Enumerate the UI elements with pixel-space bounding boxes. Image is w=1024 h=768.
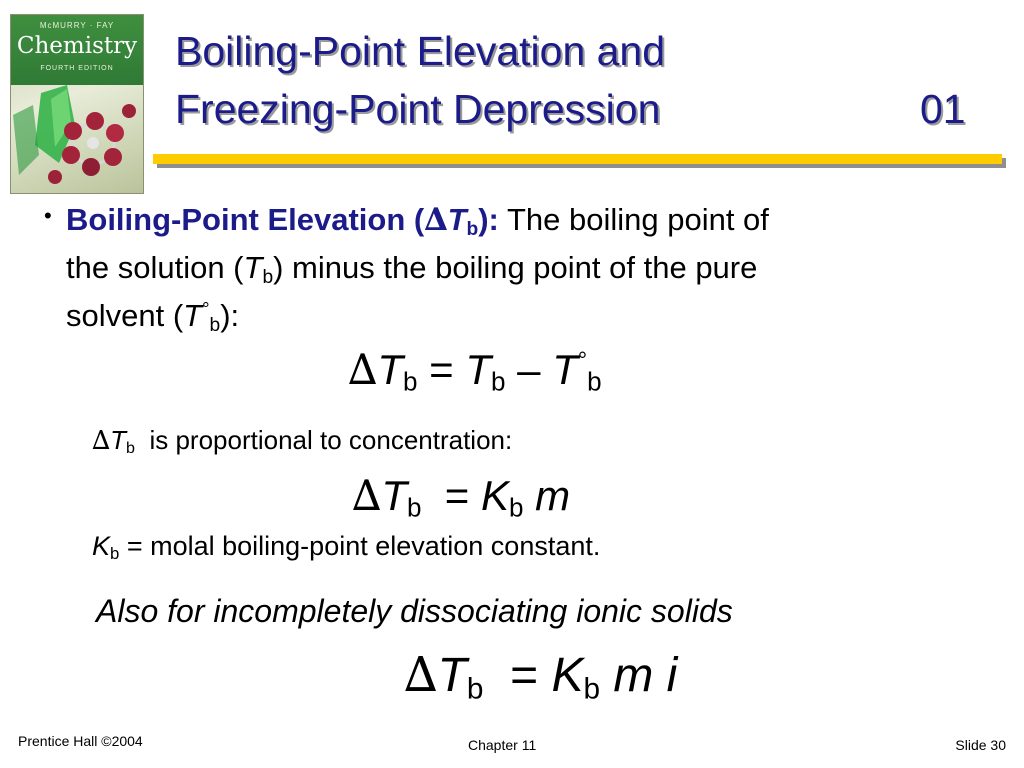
proportional-text: is proportional to concentration: [135,425,513,455]
definition-text-1: The boiling point of [498,202,769,237]
degree-symbol: ° [202,297,210,319]
bullet-marker: • [44,203,52,228]
ionic-solids-note: Also for incompletely dissociating ionic solids [96,593,733,629]
definition-line-1 [66,196,769,244]
variable-T: T [381,472,407,519]
subscript-b: b [509,492,524,523]
delta-symbol: ∆ [92,426,111,456]
subscript-b: b [402,366,418,397]
subscript-b: b [209,314,221,336]
cover-title: Chemistry [16,33,138,59]
equation-delta-tb-kb-m [352,466,570,526]
cover-authors: McMURRY · FAY [39,21,115,30]
variable-T: T [110,425,127,455]
variable-T: T [465,346,491,393]
variable-K: K [551,649,584,702]
footer-chapter: Chapter 11 [468,737,537,753]
subscript-b: b [466,218,479,240]
subscript-b: b [110,544,120,564]
variable-T: T [447,202,467,237]
definition-text-3b: ): [220,298,240,333]
definition-line-3 [66,292,239,340]
title-rule [153,154,1002,164]
delta-symbol: ∆ [424,202,448,238]
subscript-b: b [491,366,506,397]
variable-T: T [552,346,578,393]
kb-definition-text: = molal boiling-point elevation constant. [119,531,601,561]
variable-T: T [183,298,203,333]
equation-delta-tb-definition [348,340,602,400]
subscript-b: b [583,672,600,706]
equals-sign: = [417,346,466,393]
molecule-crystal-illustration [11,85,143,193]
equation-delta-tb-kb-m-i [404,642,677,709]
definition-heading-text: Boiling-Point Elevation ( [66,202,425,237]
variable-T: T [243,250,263,285]
variable-T: T [377,346,403,393]
delta-symbol: ∆ [348,345,378,394]
subscript-b: b [262,266,274,288]
kb-definition [92,525,600,567]
definition-line-2 [66,244,757,292]
definition-text-2b: ) minus the boiling point of the pure [273,250,758,285]
variable-T: T [437,649,467,702]
delta-symbol: ∆ [352,471,382,520]
textbook-cover-image [10,14,144,194]
variable-K: K [92,531,111,561]
footer-publisher: Prentice Hall ©2004 [18,733,143,749]
subscript-b: b [587,366,602,397]
equals-sign: = [421,472,482,519]
equals-sign: = [483,649,552,702]
slide-title-number: 01 [920,86,966,132]
footer-slide-number: Slide 30 [955,737,1006,753]
cover-edition: FOURTH EDITION [40,65,114,72]
definition-text-3a: solvent ( [66,298,184,333]
proportional-statement [92,420,512,461]
slide-title-line-2: Freezing-Point Depression [175,86,661,132]
definition-heading-close: ): [478,202,499,237]
variable-K: K [481,472,510,519]
definition-text-2a: the solution ( [66,250,244,285]
minus-sign: – [505,346,553,393]
degree-symbol: ° [577,346,588,373]
variables-m-i: m i [600,649,678,702]
delta-symbol: ∆ [404,647,438,703]
subscript-b: b [126,439,136,458]
slide-title-line-1: Boiling-Point Elevation and [175,28,666,74]
subscript-b: b [406,492,422,523]
subscript-b: b [466,672,484,706]
variable-m: m [523,472,571,519]
definition-heading [66,202,499,240]
